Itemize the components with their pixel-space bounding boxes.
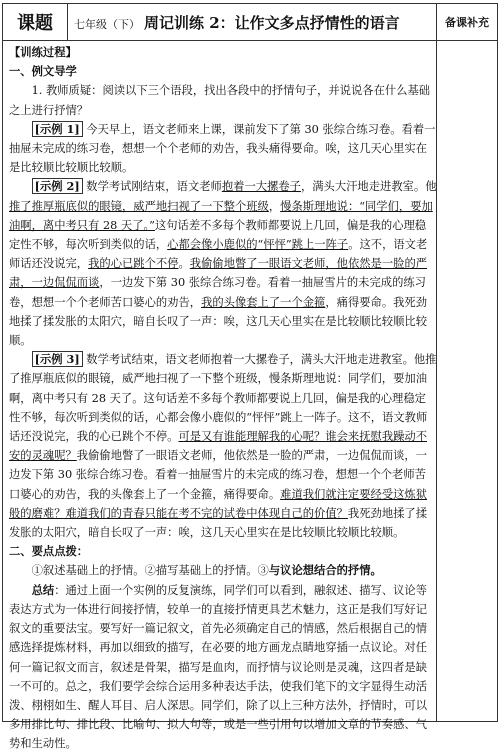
ex2-underline: 抱着一大摞卷子 <box>221 180 301 194</box>
summary-paragraph <box>9 581 437 754</box>
ex2-seg: 。 <box>178 257 190 271</box>
notes-column <box>436 41 497 721</box>
ex2-underline: 慢条斯理地说：“同学们，要加油啊，离中考只有 28 天了。” <box>9 199 433 232</box>
content-box <box>2 41 498 751</box>
lesson-title: 周记训练 2：让作文多点抒情性的语言 <box>144 13 400 32</box>
points-line <box>9 561 437 580</box>
ex2-underline: 我的头像套上了一个金箍 <box>201 295 326 309</box>
points-bold: 与议论想结合的抒情。 <box>268 563 382 578</box>
example-2 <box>9 177 437 350</box>
ex2-seg: 数学考试刚结束，语文老师 <box>86 180 222 194</box>
ex2-seg: ，满头大汗地走进教室。他 <box>300 180 437 194</box>
ex2-seg: 。这不，语文老师话还没说完， <box>9 238 428 271</box>
ex3-seg: 我死劲地揉了揉发胀的太阳穴，暗自长叹了一声：唉，这几天心里实在是比较顺比较顺比较顺。 <box>9 506 428 540</box>
ex2-underline: 我偷偷地瞥了一眼语文老师，他依然是一脸的严肃，一边侃侃而谈 <box>9 257 428 290</box>
notes-label: 备课补充 <box>437 4 498 41</box>
lesson-title-cell <box>68 4 437 41</box>
example-3-tag: [示例 3] <box>32 351 83 367</box>
points-text: ①叙述基础上的抒情。②描写基础上的抒情。③ <box>31 564 269 578</box>
summary-label: 总结 <box>31 582 55 597</box>
ex3-seg: 数学考试结束，语文老师抱着一大摞卷子，满头大汗地走进教室。他推了推厚瓶底似的眼镜，威严地扫视了一下整个班级，慢条斯理地说：同学们，要加油啊，离中考只有 28 天了。这句话差不多每个教师都要说上几回，偏是我的心理稳定性不够，每次听到类似的话，心都会像小鹿似的“怦怦”跳上一阵子。这不，语文教师话还没说完，我的心已跳个不停。 <box>9 353 437 444</box>
ex3-underline: 难道我们就注定要经受这炼狱般的磨难？难道我们的青春只能在考不完的试卷中体现自己的价值？ <box>9 487 428 520</box>
example-2-tag: [示例 2] <box>32 178 83 194</box>
grade-label: 七年级（下） <box>74 17 140 31</box>
intro-paragraph: 1. 教师质疑：阅读以下三个语段，找出各段中的抒情句子，并说说各在什么基础之上进行抒情？ <box>9 84 431 117</box>
ex3-seg: 我偷偷地瞥了一眼语文老师，他依然是一脸的严肃，一边侃侃而谈，一边发下第 30 张综合练习卷。看着一抽屉雪片的未完成的练习卷，想想一个个老师苦口婆心的劝告，我的头像套上了一个金箍，痛得要命。 <box>9 449 428 501</box>
section-heading-points: 二、要点点拨： <box>9 544 89 559</box>
summary-text: ：通过上面一个实例的反复演练，同学们可以看到，融叙述、描写、议论等表达方式为一体进行间接抒情，较单一的直接抒情更具艺术魅力，这正是我们写好记叙文的重要法宝。要写好一篇记叙文，首先必须确定自己的情感，然后根据自己的情感选择提炼材料，再加以细致的描写，在必要的地方画龙点睛地穿插一点议论。对任何一篇记叙文而言，叙述是骨架，描写是血肉，而抒情与议论则是灵魂，这四者是缺一不可的。总之，我们要学会综合运用多种表达手法，使我们笔下的文字显得生动活泼、栩栩如生、醒人耳目、启人深思。同学们，除了以上三种方法外，抒情时，可以多用排比句、排比段、比喻句、拟人句等，或是一些引用句以增加文章的节奏感、气势和生动性。 <box>9 583 428 751</box>
ex2-seg: ，一边发下第 30 张综合练习卷。看着一抽屉雪片的未完成的练习卷，想想一个个老师苦口婆心的劝告， <box>9 276 426 309</box>
ex2-seg: ，痛得要命。我死劲地揉了揉发胀的太阳穴，暗自长叹了一声：唉，这几天心里实在是比较顺比较顺比较顺。 <box>9 295 428 348</box>
section-heading-training: 【训练过程】 <box>9 45 77 59</box>
main-text <box>9 43 437 754</box>
example-1 <box>9 120 437 178</box>
ex2-seg: 这句话差不多每个教师都要说上几回，偏是我的心理稳定性不够，每次听到类似的话， <box>9 218 427 252</box>
example-1-text: 今天早上，语文老师来上课，课前发下了第 30 张综合练习卷。看着一抽屉未完成的练习卷，想想一个个老师的劝告，我头痛得要命。唉，这几天心里实在是比较顺比较顺比较顺。 <box>9 122 436 175</box>
ex2-underline: 心都会像小鹿似的“怦怦”跳上一阵子 <box>167 238 349 252</box>
section-heading-examples: 一、例文导学 <box>9 64 77 79</box>
example-1-tag: [示例 1] <box>32 121 83 137</box>
ex2-underline: 推了推厚瓶底似的眼镜，威严地扫视了一下整个班级 <box>9 199 269 213</box>
ex3-underline: 可是又有谁能理解我的心呢？谁会来抚慰我躁动不安的灵魂呢？ <box>9 430 428 463</box>
ex2-underline: 我的心已跳个不停 <box>88 257 179 271</box>
header-table <box>2 3 498 41</box>
example-3 <box>9 350 437 542</box>
lesson-label: 课题 <box>3 4 68 41</box>
ex2-seg: ， <box>268 199 281 213</box>
